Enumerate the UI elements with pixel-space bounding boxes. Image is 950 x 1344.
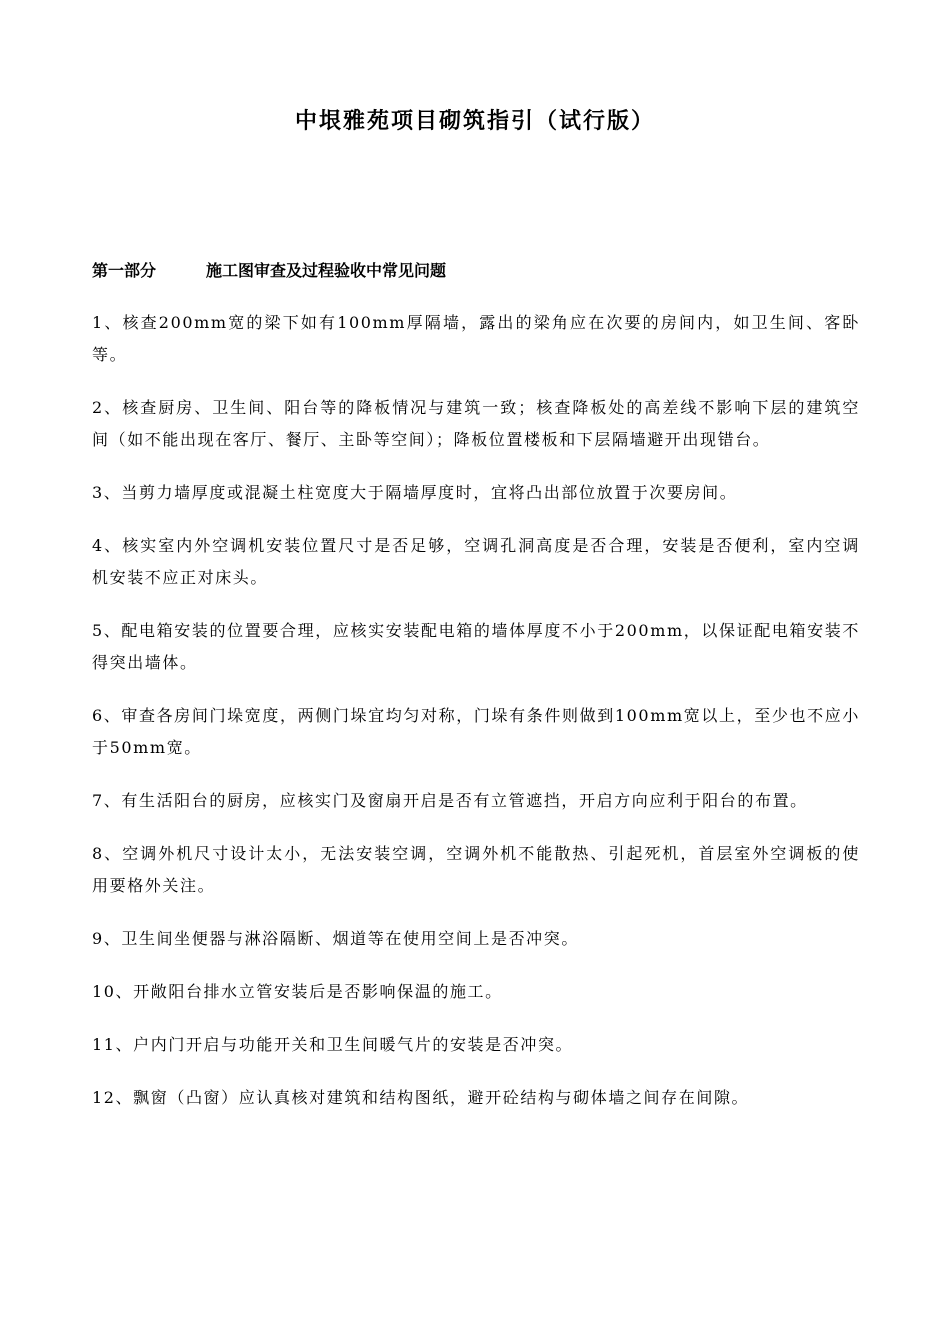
section-heading bbox=[92, 258, 446, 281]
item-list bbox=[92, 307, 860, 1135]
list-item: 5、配电箱安装的位置要合理，应核实安装配电箱的墙体厚度不小于200mm，以保证配电箱安装不得突出墙体。 bbox=[92, 621, 860, 672]
list-item: 12、飘窗（凸窗）应认真核对建筑和结构图纸，避开砼结构与砌体墙之间存在间隙。 bbox=[92, 1088, 750, 1107]
list-item: 9、卫生间坐便器与淋浴隔断、烟道等在使用空间上是否冲突。 bbox=[92, 929, 579, 948]
list-item: 6、审查各房间门垛宽度，两侧门垛宜均匀对称，门垛有条件则做到100mm宽以上，至少也不应小于50mm宽。 bbox=[92, 706, 860, 757]
document-title: 中垠雅苑项目砌筑指引（试行版） bbox=[294, 108, 655, 134]
list-item: 11、户内门开启与功能开关和卫生间暖气片的安装是否冲突。 bbox=[92, 1035, 574, 1054]
list-item: 8、空调外机尺寸设计太小，无法安装空调，空调外机不能散热、引起死机，首层室外空调板的使用要格外关注。 bbox=[92, 844, 860, 895]
list-item: 1、核查200mm宽的梁下如有100mm厚隔墙，露出的梁角应在次要的房间内，如卫生间、客卧等。 bbox=[92, 313, 860, 364]
section-part-label: 第一部分 bbox=[92, 261, 157, 280]
list-item: 3、当剪力墙厚度或混凝土柱宽度大于隔墙厚度时，宜将凸出部位放置于次要房间。 bbox=[92, 483, 738, 502]
list-item: 2、核查厨房、卫生间、阳台等的降板情况与建筑一致；核查降板处的高差线不影响下层的建筑空间（如不能出现在客厅、餐厅、主卧等空间）；降板位置楼板和下层隔墙避开出现错台。 bbox=[92, 398, 860, 449]
list-item: 4、核实室内外空调机安装位置尺寸是否足够，空调孔洞高度是否合理，安装是否便利，室内空调机安装不应正对床头。 bbox=[92, 536, 860, 587]
list-item: 7、有生活阳台的厨房，应核实门及窗扇开启是否有立管遮挡，开启方向应利于阳台的布置。 bbox=[92, 791, 808, 810]
section-heading-text: 施工图审查及过程验收中常见问题 bbox=[206, 261, 447, 280]
list-item: 10、开敞阳台排水立管安装后是否影响保温的施工。 bbox=[92, 982, 503, 1001]
